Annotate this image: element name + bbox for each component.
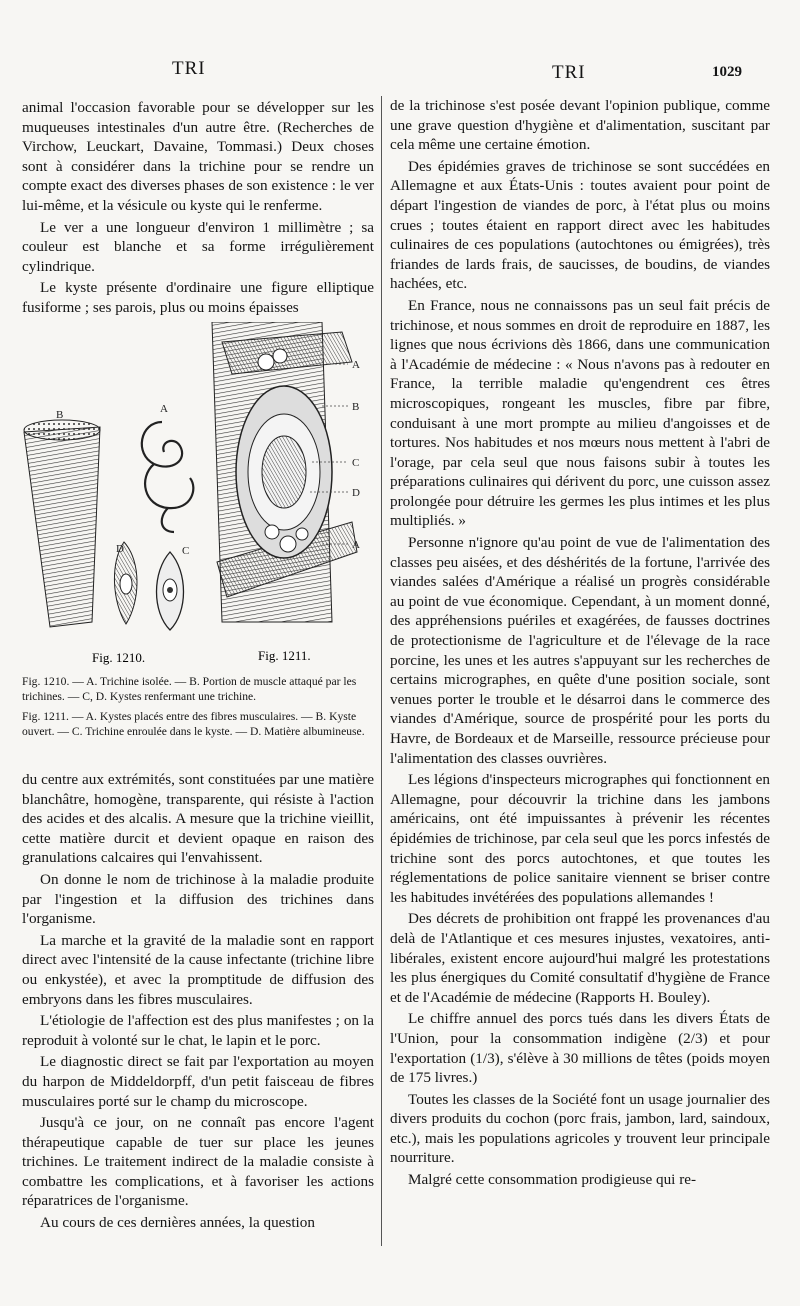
- right-column: [390, 96, 770, 1190]
- fig1210-letter: B: [56, 409, 64, 421]
- left-column-top: [22, 98, 374, 318]
- fig1211-letter: A: [352, 539, 360, 551]
- fig1211-letter: A: [352, 359, 360, 371]
- fig1210-letter: C: [182, 545, 190, 557]
- paragraph: On donne le nom de trichinose à la maladie produite par l'ingestion et la diffusion des trichines dans l'organisme.: [22, 870, 374, 928]
- paragraph: Malgré cette consommation prodigieuse qui re-: [408, 1171, 697, 1189]
- page-number: 1029: [712, 64, 742, 80]
- paragraph: Des épidémies graves de trichinose se sont succédées en Allemagne et aux États-Unis : toutes avaient pour point de départ l'ingestion de viandes de porc, à l'état plus ou moins crues ; toutes étaient en rapport direct avec les habitudes culinaires de ces populations (autochtones ou émigrées), très friandes de lards frais, de saucisses, de boudins, de viandes hachées, etc.: [390, 157, 770, 293]
- paragraph: En France, nous ne connaissons pas un seul fait précis de trichinose, et nous sommes en droit de reproduire en 1887, les lignes que nous écrivions dès 1866, dans une communication à l'Académie de médecine : « Nous n'avons pas à redouter en France, la terrible maladie qu'engendrent ces êtres microscopiques, rongeant les muscles, fibre par fibre, conduisant à une mort prompte au milieu d'angoisses et de tortures. Nos habitudes et nos mœurs nous mettent à l'abri de l'orage, par cela seul que nous faisons subir à toutes les préparations culinaires qui dérivent du porc, une cuisson assez prolongée pour détruire les germes les plus intimes et les plus multipliés. »: [390, 296, 770, 530]
- paragraph: Le diagnostic direct se fait par l'exportation au moyen du harpon de Middeldorpff, d'un petit faisceau de fibres musculaires porté sur le champ du microscope.: [22, 1053, 374, 1110]
- fig1210-label: Fig. 1210.: [92, 650, 146, 665]
- trichine-engraving: [22, 322, 374, 672]
- paragraph: Jusqu'à ce jour, on ne connaît pas encore l'agent thérapeutique capable de tuer sur place les jeunes trichines. Le traitement indirect de la maladie consiste à combattre les complications, et à favoriser les actions réparatrices de l'organisme.: [22, 1114, 374, 1210]
- left-column-bottom: [22, 770, 374, 1233]
- paragraph: Toutes les classes de la Société font un usage journalier des divers produits du cochon (porc frais, jambon, lard, saindoux, etc.), mais les populations agricoles y trouvent leur principale nourriture.: [390, 1090, 770, 1167]
- caption-fig1211: Fig. 1211. — A. Kystes placés entre des fibres musculaires. — B. Kyste ouvert. — C. Trichine enroulée dans le kyste. — D. Matière albumineuse.: [22, 710, 365, 738]
- paragraph: de la trichinose s'est posée devant l'opinion publique, comme une grave question d'hygiène et d'alimentation, suscitant par cela même une certaine émotion.: [390, 97, 770, 154]
- isolated-trichine-drawing: [142, 422, 194, 532]
- paragraph: du centre aux extrémités, sont constituées par une matière blanchâtre, homogène, transparente, qui résiste à l'action des acides et des alcalis. A mesure que la trichine vieillit, cette matière durcit et devient opaque en raison des granulations calcaires qui l'envahissent.: [22, 771, 374, 867]
- paragraph: animal l'occasion favorable pour se développer sur les muqueuses intestinales d'un autre être. (Recherches de Virchow, Leuckart, Davaine, Tommasi.) Deux choses sont à considérer dans la trichine pour se rendre un compte exact des diverses phases de son existence : le ver lui-même, et la vésicule ou kyste qui le renferme.: [22, 99, 374, 214]
- header-right-title: TRI: [552, 62, 586, 83]
- paragraph: Des décrets de prohibition ont frappé les provenances d'au delà de l'Atlantique et ces mesures injustes, vexatoires, anti-libérales, existent encore aujourd'hui malgré les protestations les plus énergiques du Comité consultatif d'hygiène de France et de l'Académie de médecine (Rapports H. Bouley).: [390, 910, 770, 1006]
- paragraph: Le chiffre annuel des porcs tués dans les divers États de l'Union, pour la consommation indigène (2/3) et pour l'exportation (1/3), s'élève à 30 millions de têtes (poids moyen de 175 livres.): [390, 1010, 770, 1087]
- figure-illustrations: [22, 322, 374, 672]
- cyst-c-drawing: [157, 552, 184, 630]
- fig1211-letter: B: [352, 401, 360, 413]
- running-header: [0, 58, 800, 88]
- caption-fig1210: Fig. 1210. — A. Trichine isolée. — B. Portion de muscle attaqué par les trichines. — C, D. Kystes renfermant une trichine.: [22, 675, 357, 703]
- paragraph: Personne n'ignore qu'au point de vue de l'alimentation des classes peu aisées, et des déshérités de la fortune, l'arrivée des viandes salées d'Amérique a réalisé un progrès considérable au point de vue économique. Cependant, à un moment donné, des appréhensions puériles et exagérées, de fausses doctrines de protectionisme de l'agriculture et de l'élevage de la race porcine, les unes et les autres s'appuyant sur les recherches de certains micrographes, en quête d'une position sociale, sont venues porter le trouble et le désarroi dans le commerce des viandes d'Amérique, source de prospérité pour les ports du Havre, de Bordeaux et de Marseille, ressource précieuse pour l'alimentation des classes ouvrières.: [390, 534, 770, 767]
- figure-captions: [22, 674, 374, 744]
- fig1211-letter: D: [352, 487, 360, 499]
- fig1211-label: Fig. 1211.: [258, 648, 311, 663]
- paragraph: L'étiologie de l'affection est des plus manifestes ; on la reproduit à volonté sur le chat, le lapin et le porc.: [22, 1012, 374, 1049]
- column-divider: [381, 96, 382, 1246]
- paragraph: Les légions d'inspecteurs micrographes qui fonctionnent en Allemagne, pour découvrir la trichine dans les jambons américains, ont été impuissantes à prévenir les récentes épidémies de trichinose, par cela seul que les porcs infestés de trichine sont des porcs autochtones, et que toutes les réglementations de police sanitaire viennent se briser contre les habitudes invétérées des populations allemandes !: [390, 771, 770, 906]
- paragraph: La marche et la gravité de la maladie sont en rapport direct avec l'intensité de la cause infectante (trichine libre ou enkystée), et avec la promptitude de diffusion des embryons dans les fibres musculaires.: [22, 931, 374, 1008]
- paragraph: Le ver a une longueur d'environ 1 millimètre ; sa couleur est blanche et sa forme irrégulièrement cylindrique.: [22, 218, 374, 275]
- fig1210-letter: D: [116, 543, 124, 555]
- fig1211-letter: C: [352, 457, 360, 469]
- muscle-fibres-with-cyst-drawing: [212, 322, 360, 622]
- paragraph: Au cours de ces dernières années, la question: [40, 1214, 315, 1232]
- fig1210-letter: A: [160, 403, 168, 415]
- paragraph: Le kyste présente d'ordinaire une figure elliptique fusiforme ; ses parois, plus ou moins épaisses: [22, 279, 374, 316]
- muscle-portion-drawing: [24, 420, 100, 627]
- header-left-title: TRI: [172, 58, 206, 79]
